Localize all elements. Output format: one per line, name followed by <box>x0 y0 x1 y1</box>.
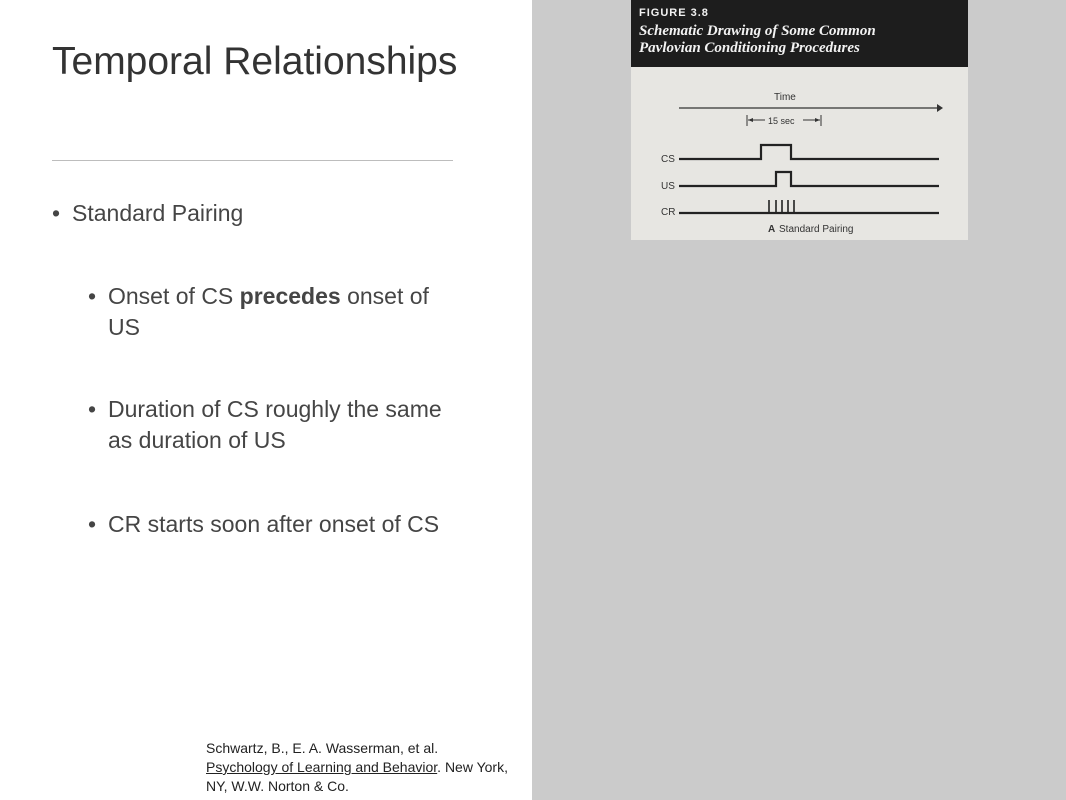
row-label-cr: CR <box>661 207 676 218</box>
title-divider <box>52 160 453 161</box>
sub-bullet-text <box>88 281 458 343</box>
row-label-cs: CS <box>661 154 675 165</box>
sub-bullet-onset <box>88 281 458 343</box>
figure-title-line: Pavlovian Conditioning Procedures <box>639 40 860 56</box>
citation-book-link[interactable]: Psychology of Learning and Behavior <box>206 759 438 775</box>
us-trace <box>679 172 939 186</box>
sub-bullet-text: Duration of CS roughly the same as duration of US <box>108 396 442 453</box>
text-run: Onset of CS <box>108 283 240 309</box>
interval-arrow-left-icon <box>748 118 753 122</box>
citation-publisher: . New York, NY, W.W. Norton & Co. <box>206 759 508 794</box>
figure-number: FIGURE 3.8 <box>639 7 709 19</box>
caption-text: Standard Pairing <box>779 224 854 235</box>
bold-text-run: precedes <box>239 283 341 309</box>
citation <box>206 739 526 796</box>
cs-trace <box>679 145 939 159</box>
citation-authors: Schwartz, B., E. A. Wasserman, et al. <box>206 740 439 756</box>
interval-arrow-right-icon <box>815 118 820 122</box>
bullet-standard-pairing <box>52 199 472 227</box>
bullet-dot: • <box>88 283 97 309</box>
row-label-us: US <box>661 181 675 192</box>
caption-letter: A <box>768 224 776 235</box>
figure-title-line: Schematic Drawing of Some Common <box>639 23 876 39</box>
time-arrowhead-icon <box>937 104 943 112</box>
cr-response-ticks <box>769 200 794 213</box>
interval-label: 15 sec <box>768 116 795 126</box>
slide-title: Temporal Relationships <box>52 40 458 83</box>
text-run: onset of US <box>108 283 429 340</box>
sub-bullet-cr-start <box>88 509 458 540</box>
timing-diagram <box>631 0 968 240</box>
bullet-dot: • <box>88 396 97 422</box>
bullet-text: Standard Pairing <box>72 200 244 226</box>
time-label: Time <box>774 92 796 103</box>
figure-image <box>631 0 968 240</box>
bullet-dot: • <box>88 511 97 537</box>
sub-bullet-text: CR starts soon after onset of CS <box>108 511 440 537</box>
sub-bullet-duration <box>88 394 458 456</box>
bullet-dot: • <box>52 200 61 226</box>
